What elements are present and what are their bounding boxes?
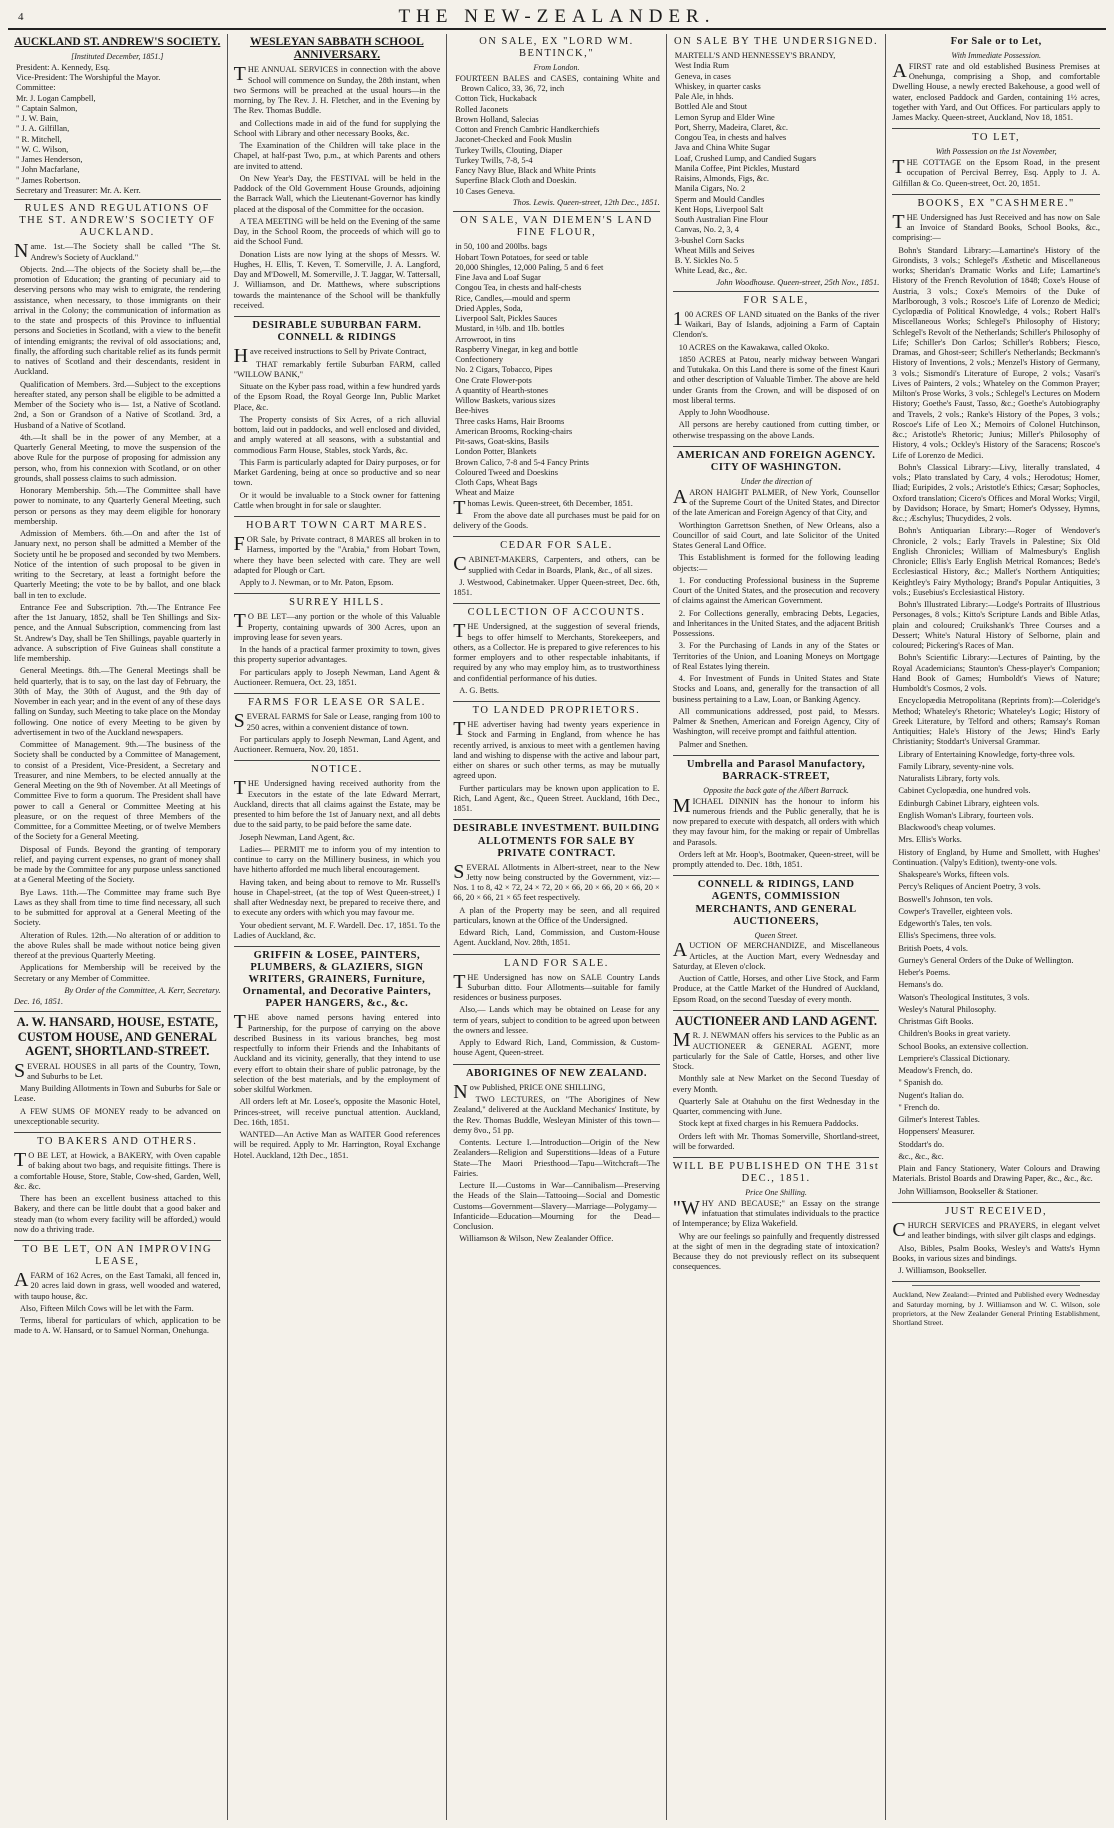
ad-paragraph: Apply to John Woodhouse. [678, 408, 770, 418]
ad-paragraph: Family Library, seventy-nine vols. [898, 761, 1014, 771]
ad-paragraph: 4th.—It shall be in the power of any Member, at a Quarterly General Meeting, to move the suspension of the above Rule for the purpose of proposing for admission any person, who, from his connexion with Scotland, or on other grounds, shall possess claims to such admission. [14, 432, 221, 483]
advertisement [673, 295, 880, 447]
ad-heading: DESIRABLE SUBURBAN FARM. CONNELL & RIDINGS [252, 320, 422, 344]
ad-paragraph: WANTED—An Active Man as WAITER Good references will be required. Apply to Mr. Harrington, Royal Exchange Hotel. Auckland, 12th Dec., 1851. [233, 1130, 441, 1160]
printer-imprint: Auckland, New Zealand:—Printed and Published every Wednesday and Saturday morning, by J. Williamson and W. C. Wilson, sole proprietors, at the New Zealander General Printing Establishment, Shortland Street. [892, 1290, 1100, 1327]
ad-paragraph: The Examination of the Children will take place in the Chapel, at half-past Two, p.m., at which Parents and others are invited to attend. [233, 141, 441, 171]
ad-paragraph: &c., &c., &c. [898, 1151, 944, 1161]
ad-line: Brown Calico, 7-8 and 5-4 Fancy Prints [455, 457, 589, 467]
ad-paragraph: Edgeworth's Tales, ten vols. [898, 919, 992, 929]
ad-line: Bee-hives [455, 406, 489, 416]
ad-heading: WILL BE PUBLISHED ON THE 31st DEC., 1851. [672, 1161, 880, 1185]
ad-paragraph: 3. For the Purchasing of Lands in any of the States or Territories of the Union, and Loaning Moneys on Mortgage of Real Estates lying therein. [672, 641, 880, 671]
advertisement [234, 950, 441, 1166]
ad-line: Committee: [16, 83, 56, 93]
ad-line: Rolled Jaconets [455, 104, 508, 114]
ad-line: Fine Java and Loaf Sugar [455, 273, 541, 282]
ad-paragraph: Lempriere's Classical Dictionary. [898, 1053, 1010, 1063]
ad-heading: For Sale or to Let, [950, 36, 1042, 47]
ad-paragraph: All orders left at Mr. Losee's, opposite the Masonic Hotel, Princes-street, will receive punctual attention. Auckland, Dec. 16th, 1851. [233, 1097, 441, 1127]
ad-paragraph: MR. J. NEWMAN offers his services to the Public as an AUCTIONEER & GENERAL AGENT, more particularly for the Sale of Cattle, Horses, and other live Stock. [672, 1029, 880, 1071]
ad-paragraph: Naturalists Library, forty vols. [898, 774, 1000, 784]
ad-paragraph: Stock kept at fixed charges in his Remuera Paddocks. [678, 1119, 859, 1129]
ad-paragraph: Gilmer's Interest Tables. [898, 1115, 980, 1125]
ad-line: White Lead, &c., &c. [674, 266, 748, 276]
ad-paragraph: Williamson & Wilson, New Zealander Office. [459, 1234, 614, 1244]
ad-subheading: With Possession on the 1st November, [935, 147, 1057, 157]
ad-line: Mustard, in ½lb. and 1lb. bottles [455, 324, 565, 334]
advertisement [453, 705, 660, 820]
ad-heading: DESIRABLE INVESTMENT. BUILDING ALLOTMENTS FOR SALE BY PRIVATE CONTRACT. [453, 823, 660, 859]
ad-paragraph: Meadow's French, do. [898, 1066, 973, 1076]
ad-paragraph: Having taken, and being about to remove to Mr. Russell's house in Chapel-street, (at the top of West Queen-street,) I shall after Wednesday next, be prepared to receive there, and to execute any orders with which you may favour me. [233, 877, 441, 918]
ad-paragraph: Name. 1st.—The Society shall be called "The St. Andrew's Society of Auckland." [14, 240, 221, 263]
ad-paragraph: " French do. [898, 1102, 940, 1112]
ad-paragraph: THE COTTAGE on the Epsom Road, in the present occupation of Percival Berrey, Esq. Apply to J. A. Gilfillan & Co. Queen-street, Oct. 20, 1851. [892, 156, 1100, 188]
ad-paragraph: Percy's Reliques of Ancient Poetry, 3 vols. [898, 882, 1041, 892]
ad-line: Three casks Hams, Hair Brooms [455, 416, 565, 426]
ad-line: President: A. Kennedy, Esq. [16, 62, 110, 72]
ad-line: " James Henderson, [16, 155, 83, 165]
ad-heading: ON SALE, VAN DIEMEN'S LAND FINE FLOUR, [460, 215, 653, 239]
ad-paragraph: This Establishment is formed for the following leading objects:— [672, 553, 880, 573]
ad-line: MARTELL'S AND HENNESSEY'S BRANDY, [674, 51, 836, 61]
ad-paragraph: AFARM of 162 Acres, on the East Tamaki, all fenced in, 20 acres laid down in grass, well wooded and watered, with taupo house, &c. [14, 1269, 221, 1301]
ad-heading: ABORIGINES OF NEW ZEALAND. [465, 1067, 647, 1079]
ad-paragraph: Monthly sale at New Market on the Second Tuesday of every Month. [672, 1074, 880, 1094]
ad-paragraph: School Books, an extensive collection. [898, 1041, 1029, 1051]
ad-line: Whiskey, in quarter casks [674, 81, 761, 91]
ad-subheading: From London. [533, 63, 580, 73]
ad-line: Pale Ale, in hhds. [674, 92, 734, 102]
ad-paragraph: SEVERAL Allotments in Albert-street, near to the New Jetty now being constructed by the Government, viz:— Nos. 1 to 8, 42 × 72, 24 × 72, 20 × 66, 20 × 66, 20 × 66, 20 × 66, 20 × 66, 21 × 65 feet respectively. [453, 860, 660, 903]
ad-line: Bottled Ale and Stout [674, 102, 748, 112]
ad-paragraph: Orders left at Mr. Hoop's, Bootmaker, Queen-street, will be promptly attended to. Dec. 18th, 1851. [672, 849, 880, 870]
ad-line: " J. A. Gilfillan, [16, 124, 70, 134]
ad-paragraph: THE Undersigned has Just Received and has now on Sale an Invoice of Standard Books, School Books, &c., comprising:— [892, 210, 1100, 243]
column-3 [447, 34, 667, 1820]
ad-subheading: Under the direction of [740, 477, 812, 486]
ad-line: Secretary and Treasurer: Mr. A. Kerr. [16, 185, 141, 195]
ad-paragraph: Apply to J. Newman, or to Mr. Paton, Epsom. [239, 578, 394, 588]
ad-paragraph: " Spanish do. [898, 1078, 943, 1088]
ad-paragraph: British Poets, 4 vols. [898, 943, 968, 953]
ad-paragraph: Many Building Allotments in Town and Suburbs for Sale or Lease. [14, 1084, 221, 1104]
column-1 [8, 34, 228, 1820]
ad-line: in 50, 100 and 200lbs. bags [455, 242, 548, 252]
ad-line: West India Rum [674, 61, 730, 71]
ad-heading: BOOKS, EX "CASHMERE." [917, 197, 1075, 209]
ad-paragraph: English Woman's Library, fourteen vols. [898, 810, 1034, 820]
ad-paragraph: All communications addressed, post paid, to Messrs. Palmer & Snethen, American and Foreign Agency, City of Washington, will receive prompt and faithful attention. [672, 706, 880, 737]
ad-paragraph: 1850 ACRES at Patou, nearly midway between Wangari and Tutukaka. On this Land there is some of the finest Kauri and other description of Valuable Timber. The above are held under Grants from the Crown, and will be disposed of on most liberal terms. [672, 354, 880, 405]
ad-paragraph: Hoppensers' Measurer. [898, 1127, 975, 1137]
ad-paragraph: Lecture II.—Customs in War—Cannibalism—Preserving the Heads of the Slain—Tattooing—Social and Domestic Customs—Government—Slavery—Marriage—Polygamy—Infanticide—Education—Mourning for the Dead—Conclusion. [453, 1181, 660, 1231]
ad-paragraph: 1. For conducting Professional business in the Supreme Court of the United States, and the prosecution and recovery of claims against the American Government. [672, 575, 880, 606]
ad-paragraph: John Williamson, Bookseller & Stationer. [898, 1186, 1038, 1196]
ad-line: A quantity of Hearth-stones [455, 385, 548, 395]
ad-paragraph: Auction of Cattle, Horses, and other Live Stock, and Farm Produce, at the Cattle Market of the Hundred of Auckland, Epsom Road, on the second Tuesday of every month. [672, 974, 880, 1004]
ad-heading: LAND FOR SALE. [504, 957, 609, 969]
ad-line: London Potter, Blankets [455, 447, 537, 457]
ad-heading: JUST RECEIVED, [945, 1205, 1048, 1217]
advertisement [453, 540, 660, 604]
ad-paragraph: THE Undersigned, at the suggestion of several friends, begs to offer himself to Merchants, Storekeepers, and others, as a Collector. He is prepared to give references to his former employers and to other respectable inhabitants, if required by any who may employ him, as to trustworthiness and confidential performance of his duties. [453, 620, 660, 683]
ad-paragraph: Ellis's Specimens, three vols. [898, 931, 996, 941]
ad-paragraph: THE ANNUAL SERVICES in connection with the above School will commence on Sunday, the 28th instant, when two Sermons will be preached at the usual hours—in the morning, by The Rev. J. H. Fletcher, and in the Evening by The Rev. Thomas Buddle. [233, 63, 441, 116]
ad-heading: GRIFFIN & LOSEE, PAINTERS, PLUMBERS, & GLAZIERS, SIGN WRITERS, GRAINERS, Furniture, Ornamental, and Decorative Painters, PAPER HANGERS, &c., &c. [242, 950, 432, 1010]
ad-paragraph: Boswell's Johnson, ten vols. [898, 894, 993, 904]
advertisement [234, 764, 441, 947]
column-4 [667, 34, 887, 1820]
ad-paragraph: AFIRST rate and old established Business Premises at Onehunga, comprising a Shop, and comfortable Dwelling House, a newly erected Bakehouse, a good well of water, enclosed Paddock and Garden, containing 1½ acres, together with Yard, and Out Offices. For particulars apply to James Macky. Queen-street, Auckland, Nov 18, 1851. [892, 59, 1100, 123]
ad-paragraph: MICHAEL DINNIN has the honour to inform his numerous friends and the Public generally, that he is now prepared to execute with despatch, all orders with which they may favour him, for the making or repair of Umbrellas and Parasols. [672, 794, 880, 847]
advertisement [453, 607, 660, 702]
ad-paragraph: Bohn's Illustrated Library:—Lodge's Portraits of Illustrious Personages, 8 vols.; Kitto's Scripture Lands and Bible Atlas, plain and coloured; Cruikshank's Three Courses and a Dessert; White's Natural History of Selborne, plain and coloured; Pickering's Races of Man. [892, 600, 1100, 651]
ad-signature: Thos. Lewis. Queen-street, 12th Dec., 1851. [512, 197, 660, 207]
ad-line: Dried Apples, Soda, [455, 303, 523, 313]
ad-paragraph: SEVERAL FARMS for Sale or Lease, ranging from 100 to 250 acres, within a convenient distance of town. [233, 710, 441, 733]
ad-line: Congou Tea, in chests and halves [674, 133, 787, 143]
ad-paragraph: Heber's Poems. [898, 968, 951, 978]
ad-line: " R. Mitchell, [16, 134, 62, 144]
ad-paragraph: Cowper's Traveller, eighteen vols. [898, 906, 1013, 916]
ad-paragraph: Terms, liberal for particulars of which, application to be made to A. W. Hansard, or to Samuel Norman, Onehunga. [14, 1316, 221, 1336]
columns-container [8, 34, 1106, 1820]
advertisement [892, 132, 1100, 195]
ad-paragraph: Admission of Members. 6th.—On and after the 1st of January next, no person shall be admitted a Member of the Society until he be proposed and seconded by two Members. Notice of the intention of such proposal to be given in writing to the Secretary, at least a fortnight before the Quarterly Meeting; the vote to be by ballot, and one black ball in ten to exclude. [14, 529, 221, 600]
advertisement [453, 215, 660, 537]
ad-paragraph: Your obedient servant, M. F. Wardell. Dec. 17, 1851. To the Ladies of Auckland, &c. [233, 920, 441, 940]
ad-paragraph: Disposal of Funds. Beyond the granting of temporary relief, and paying current expenses, no grant of money shall be made by the Committee for any purpose unless sanctioned at a General Meeting of the Society. [14, 844, 221, 885]
ad-paragraph: Cabinet Cyclopædia, one hundred vols. [898, 786, 1031, 796]
ad-paragraph: Why are our feelings so painfully and frequently distressed at the sight of men in the degrading state of intoxication? Because they do not previously reflect on its subsequent consequences. [672, 1231, 880, 1272]
ad-subheading: With Immediate Possession. [951, 51, 1041, 61]
ad-line: Willow Baskets, various sizes [455, 396, 556, 405]
ad-paragraph: Also,— Lands which may be obtained on Lease for any term of years, subject to condition to be agreed upon between the owners and lessee. [453, 1005, 660, 1035]
ad-paragraph: Or it would be invaluable to a Stock owner for fattening Cattle when brought in for sale or slaughter. [233, 490, 441, 510]
ad-heading: WESLEYAN SABBATH SCHOOL ANNIVERSARY. [249, 36, 424, 62]
advertisement [892, 36, 1100, 129]
ad-paragraph: In the hands of a practical farmer proximity to town, gives this property superior advantages. [233, 645, 441, 665]
ad-line: " James Robertson. [16, 175, 81, 185]
ad-line: Cotton and French Cambric Handkerchiefs [455, 125, 600, 135]
ad-line: Jaconet-Checked and Fook Muslin [455, 135, 572, 145]
advertisement [14, 1015, 221, 1133]
ad-paragraph: Blackwood's cheap volumes. [898, 823, 996, 833]
advertisement [234, 520, 441, 594]
ad-paragraph: 100 ACRES OF LAND situated on the Banks of the river Waikari, Bay of Islands, adjoining a Farm of Captain Clendon's. [672, 307, 880, 340]
ad-paragraph: 10 ACRES on the Kawakawa, called Okoko. [678, 342, 830, 352]
ad-line: " John Macfarlane, [16, 165, 80, 175]
ad-paragraph: Bye Laws. 11th.—The Committee may frame such Bye Laws as they shall from time to time find necessary, all such to be submitted for approval at a General Meeting of the Society. [14, 887, 221, 928]
ad-paragraph: A FEW SUMS OF MONEY ready to be advanced on unexceptionable security. [14, 1106, 221, 1126]
ad-line: Wheat Mills and Seives [674, 245, 755, 255]
ad-paragraph: Bohn's Antiquarian Library:—Roger of Wendover's Chronicle, 2 vols.; Early Travels in Palestine; Six Old English Chronicles; William of Malmesbury's English Chronicle; Ellis's Early English Metrical Romances; Bede's Ecclesiastical History, &c.; Mallet's Northern Antiquities; Keightley's Fairy Mythology; Brand's Popular Antiquities, 3 vols.; Eusebius's Ecclesiastical History. [892, 526, 1100, 597]
ad-paragraph: For particulars apply to Joseph Newman, Land Agent & Auctioneer. Remuera, Oct. 23, 1851. [233, 667, 441, 687]
ad-paragraph: Watson's Theological Institutes, 3 vols. [898, 992, 1030, 1002]
ad-paragraph: Wesley's Natural Philosophy. [898, 1004, 997, 1014]
ad-paragraph: FOR Sale, by Private contract, 8 MARES all broken in to Harness, imported by the "Arabia," from Hobart Town, where they have been selected with care. They are well adapted for Plough or Cart. [233, 533, 441, 575]
ad-paragraph: TO BE LET—any portion or the whole of this Valuable Property, containing upwards of 300 Acres, upon an improving lease for seven years. [233, 610, 441, 642]
ad-paragraph: J. Westwood, Cabinetmaker. Upper Queen-street, Dec. 6th, 1851. [453, 577, 660, 598]
ad-paragraph: and Collections made in aid of the fund for supplying the School with Library and other necessary Books, &c. [233, 118, 441, 138]
ad-line: Brown Holland, Salecias [455, 114, 539, 124]
ad-paragraph: SEVERAL HOUSES in all parts of the Country, Town, and Suburbs to be Let. [14, 1059, 221, 1082]
ad-paragraph: Mrs. Ellis's Works. [898, 835, 962, 845]
advertisement [234, 597, 441, 694]
column-5 [886, 34, 1106, 1820]
advertisement [673, 1014, 880, 1158]
ad-paragraph: Palmer and Snethen. [678, 739, 748, 749]
ad-date: Dec. 16, 1851. [14, 997, 64, 1007]
ad-paragraph: Committee of Management. 9th.—The business of the Society shall be conducted by a Committee of Management, to consist of a President, Vice-President, a Secretary and Treasurer, and nine Members, to be elected annually at the General Meeting on the 9th of November. At all Meetings of Committee Five to form a quorum. The President shall have power to call a General or Committee Meeting at his pleasure, or on the request of three Members of the Committee, for a Committee Meeting, or of twelve Members of the Society for a General Meeting. [14, 740, 221, 842]
advertisement [14, 203, 221, 1012]
ad-paragraph: Gurney's General Orders of the Duke of Wellington. [898, 955, 1074, 965]
divider [912, 1285, 1080, 1286]
advertisement [234, 36, 441, 317]
ad-paragraph: General Meetings. 8th.—The General Meetings shall be held quarterly, that is to say, on the last day of February, the 30th of May, the 30th of August, and the 9th day of November in each year; and in the event of any of these days falling on Sunday, such Meeting to take place on the Monday following. One notice of every Meeting to be given by advertisement in two of the Auckland newspapers. [14, 666, 221, 737]
ad-line: South Australian Fine Flour [674, 215, 769, 225]
ad-line: Geneva, in cases [674, 71, 731, 81]
ad-paragraph: Stoddart's do. [898, 1139, 945, 1149]
advertisement [892, 198, 1100, 1203]
ad-paragraph: Apply to Edward Rich, Land, Commission, & Custom-house Agent, Queen-street. [453, 1038, 660, 1058]
ad-line: Canvas, No. 2, 3, 4 [674, 225, 739, 235]
advertisement [234, 697, 441, 761]
ad-paragraph: A. G. Betts. [459, 685, 499, 695]
masthead [8, 6, 1106, 30]
ad-paragraph: On New Year's Day, the FESTIVAL will be held in the Paddock of the Old Government House Grounds, adjoining the Barrack Wall, which the Lieutenant-Governor has kindly placed at the disposal of the Committee for the occasion. [233, 173, 441, 214]
ad-paragraph: Children's Books in great variety. [898, 1029, 1011, 1039]
ad-paragraph: THE advertiser having had twenty years experience in Stock and Farming in England, from whence he has recently arrived, is anxious to meet with a gentlemen having land and wishing to dispense with the active and labour part, either on shares or such other terms, as may be mutually agreed upon. [453, 718, 660, 781]
ad-line: Cotton Tick, Huckaback [455, 94, 537, 104]
ad-paragraph: Christmas Gift Books. [898, 1017, 974, 1027]
ad-paragraph: Joseph Newman, Land Agent, &c. [239, 832, 355, 842]
ad-line: Coloured Tweed and Doeskins [455, 467, 558, 477]
ad-paragraph: 2. For Collections generally, embracing Debts, Legacies, and Inheritances in the United States, and the adjacent British Possessions. [672, 608, 880, 638]
ad-subheading: [Instituted December, 1851.] [71, 52, 164, 62]
ad-line: American Brooms, Rocking-chairs [455, 426, 573, 436]
ad-heading: Umbrella and Parasol Manufactory, BARRACK-STREET, [686, 758, 866, 782]
advertisement [673, 36, 880, 292]
advertisement [453, 1068, 660, 1250]
ad-line: Manila Cigars, No. 2 [674, 184, 746, 194]
ad-paragraph: Nugent's Italian do. [898, 1090, 964, 1100]
ad-paragraph: Thomas Lewis. Queen-street, 6th December, 1851. [453, 496, 633, 519]
ad-heading: RULES AND REGULATIONS OF THE ST. ANDREW'S SOCIETY OF AUCKLAND. [19, 203, 216, 239]
ad-paragraph: Also, Bibles, Psalm Books, Wesley's and Watts's Hymn Books, in various sizes and bindings. [892, 1243, 1100, 1263]
ad-signature: John Woodhouse. Queen-street, 25th Nov., 1851. [716, 277, 880, 287]
ad-paragraph: J. Williamson, Bookseller. [898, 1266, 987, 1275]
ad-paragraph: Library of Entertaining Knowledge, forty-three vols. [898, 749, 1075, 759]
ad-line: Arrowroot, in tins [455, 334, 516, 344]
ad-line: Cloth Caps, Wheat Bags [455, 478, 538, 487]
ad-line: Fancy Navy Blue, Black and White Prints [455, 166, 596, 176]
advertisement [673, 1161, 880, 1278]
advertisement [673, 450, 880, 756]
ad-paragraph: Edinburgh Cabinet Library, eighteen vols. [898, 798, 1040, 808]
ad-subheading: Opposite the back gate of the Albert Barrack. [703, 785, 849, 795]
newspaper-title: THE NEW-ZEALANDER. [398, 6, 716, 27]
ad-line: Loaf, Crushed Lump, and Candied Sugars [674, 153, 816, 163]
ad-paragraph: A TEA MEETING will be held on the Evening of the same Day, in the School Room, the proceeds of which will go to aid the School Fund. [233, 216, 441, 247]
ad-paragraph: Have received instructions to Sell by Private Contract, [233, 345, 427, 368]
ad-line: Superfine Black Cloth and Doeskin. [455, 176, 577, 186]
ad-heading: CEDAR FOR SALE. [500, 540, 613, 552]
ad-paragraph: For particulars apply to Joseph Newman, Land Agent, and Auctioneer. Remuera, Nov. 20, 1851. [233, 734, 441, 754]
ad-heading: TO BE LET, ON AN IMPROVING LEASE, [22, 1244, 213, 1268]
ad-paragraph: Now Published, PRICE ONE SHILLING, [453, 1080, 606, 1103]
advertisement [14, 1136, 221, 1241]
ad-line: Sperm and Mould Candles [674, 194, 765, 204]
advertisement [453, 958, 660, 1065]
ad-line: One Crate Flower-pots [455, 375, 532, 385]
ad-paragraph: AARON HAIGHT PALMER, of New York, Counsellor of the Supreme Court of the United States, and Director of the late American and Foreign Agency of that City, and [672, 485, 880, 518]
ad-line: Kent Hops, Liverpool Salt [674, 204, 764, 214]
ad-line: Lemon Syrup and Elder Wine [674, 112, 775, 122]
ad-heading: CONNELL & RIDINGS, LAND AGENTS, COMMISSION MERCHANTS, AND GENERAL AUCTIONEERS, [695, 879, 857, 927]
ad-heading: FOR SALE, [743, 294, 809, 306]
ad-line: Hobart Town Potatoes, for seed or table [455, 252, 589, 262]
ad-heading: ON SALE, EX "LORD WM. BENTINCK," [479, 36, 634, 60]
ad-paragraph: The Property consists of Six Acres, of a rich alluvial bottom, laid out in paddocks, and well enclosed and divided, and amply watered at all seasons, with a substantial and commodious Farm House, Stables, stock Yards, &c. [233, 414, 441, 455]
ad-paragraph: Bohn's Scientific Library:—Lectures of Painting, by the Royal Academicians; Staunton's Chess-player's Companion; Hand Book of Games; Humboldt's Views of Nature; Humboldt's Cosmos, 2 vols. [892, 653, 1100, 694]
ad-paragraph: 4. For Investment of Funds in United States and State Stocks and Loans, and, generally for the transaction of all business pertaining to a Law, Loan, or Banking Agency. [672, 674, 880, 704]
ad-line: Pit-saws, Goat-skins, Basils [455, 437, 549, 446]
ad-paragraph: THE Undersigned has now on SALE Country Lands Suburban ditto. Four Allotments—suitable for family residences or business purposes. [453, 970, 660, 1003]
ad-paragraph: Applications for Membership will be received by the Secretary or any Member of Committee. [14, 963, 221, 983]
ad-paragraph: Honorary Membership. 5th.—The Committee shall have power to nominate, to any Quarterly General Meeting, such person or persons as they may deem eligible for honorary membership. [14, 486, 221, 526]
ad-heading: AMERICAN AND FOREIGN AGENCY. CITY OF WASHINGTON. [676, 449, 876, 473]
ad-line: Liverpool Salt, Pickles Sauces [455, 314, 558, 323]
ad-line: Mr. J. Logan Campbell, [16, 93, 96, 103]
advertisement [453, 823, 660, 954]
ad-line: Congou Tea, in chests and half-chests [455, 283, 582, 293]
advertisement [453, 36, 660, 212]
ad-paragraph: Donation Lists are now lying at the shops of Messrs. W. Hughes, H. Ellis, T. Keven, T. Somerville, J. A. Langford, Day and M'Dowell, M. Somerville, J. T. Jaggar, W. Tattersall, J. Williamson, and Dr. Matthews, where subscriptions towards the maintenance of the School will be thankfully received. [233, 249, 441, 310]
ad-line: Turkey Twills, 7-8, 5-4 [455, 155, 533, 165]
ad-line: " W. C. Wilson, [16, 144, 69, 154]
ad-paragraph: Qualification of Members. 3rd.—Subject to the exceptions hereafter stated, any person shall be eligible to be admitted a Member of the Society who is— 1st, a Native of Scotland. 2nd, a Son or Grandson of a Native of Scotland. 3rd, a Husband of a Native of Scotland. [14, 379, 221, 430]
advertisement [673, 879, 880, 1011]
ad-heading: TO BAKERS AND OTHERS. [37, 1136, 198, 1148]
ad-paragraph: TWO LECTURES, on "The Aborigines of New Zealand," delivered at the Auckland Mechanics' Institute, by the Rev. Thomas Buddle, Wesleyan Minister of this town—demy 8vo., 51 pp. [453, 1095, 660, 1135]
ad-heading: FARMS FOR LEASE OR SALE. [247, 697, 426, 709]
advertisement [14, 1244, 221, 1342]
ad-paragraph: Entrance Fee and Subscription. 7th.—The Entrance Fee after the 1st January, 1852, shall be Ten Shillings and Six-pence, and the Annual Subscription, commencing from last St. Andrew's Day, shall be Ten Shillings, payable quarterly in advance. A subscription of Five Guineas shall constitute a life membership. [14, 602, 221, 664]
advertisement [14, 36, 221, 200]
advertisement [234, 320, 441, 517]
ad-heading: ON SALE BY THE UNDERSIGNED. [674, 36, 879, 47]
ad-line: Java and China White Sugar [674, 143, 770, 153]
ad-signature: By Order of the Committee, A. Kerr, Secretary. [64, 985, 221, 995]
ad-line: 3-bushel Corn Sacks [674, 235, 745, 245]
ad-line: Rice, Candles,—mould and sperm [455, 293, 571, 303]
ad-paragraph: This Farm is particularly adapted for Dairy purposes, or for Market Gardening, being at once so productive and so near town. [233, 457, 441, 488]
column-2 [228, 34, 448, 1820]
ad-paragraph: THE Undersigned having received authority from the Executors in the estate of the late Edward Merrart, Auckland, directs that all claims against the Estate, may be presented to him before the 1st of January next, and all debts due to the said party, to be paid before the same date. [233, 777, 441, 830]
ad-paragraph: THE above named persons having entered into Partnership, for the purpose of carrying on the above described Business in its various branches, beg most respectfully to inform their Friends and the Inhabitants of Auckland and its vicinity, generally, that they intend to use every effort to obtain their share of public patronage, by the selection of the best materials, and by the employment of sober skilful Workmen. [233, 1011, 441, 1095]
ad-line: Turkey Twills, Clouting, Diaper [455, 145, 563, 155]
ad-paragraph: Situate on the Kyber pass road, within a few hundred yards of the Epsom Road, the Royal George Inn, Public Market Place, &c. [233, 382, 441, 412]
ad-heading: TO LET, [972, 132, 1021, 144]
ad-paragraph: Edward Rich, Land, Commission, and Custom-House Agent. Auckland, Nov. 28th, 1851. [453, 928, 660, 948]
ad-heading: SURREY HILLS. [289, 597, 385, 609]
ad-paragraph: Alteration of Rules. 12th.—No alteration of or addition to the above Rules shall be made without notice being given thereof at the previous Quarterly Meeting. [14, 930, 221, 961]
advertisement [673, 759, 880, 877]
ad-line: No. 2 Cigars, Tobacco, Pipes [455, 365, 553, 375]
ad-heading: AUCTIONEER AND LAND AGENT. [675, 1013, 878, 1028]
ad-paragraph: TO BE LET, at Howick, a BAKERY, with Oven capable of baking about two bags, and requisite fittings. There is a comfortable House, Store, Stable, Cow-shed, Garden, Well, &c. &c. [14, 1149, 221, 1191]
ad-paragraph: THAT remarkably fertile Suburban FARM, called "WILLOW BANK," [233, 359, 441, 379]
ad-line: Vice-President: The Worshipful the Mayor. [16, 73, 161, 83]
ad-subheading: Price One Shilling. [745, 1188, 807, 1198]
ad-heading: COLLECTION OF ACCOUNTS. [467, 607, 646, 619]
ad-heading: NOTICE. [311, 764, 363, 776]
ad-line: Wheat and Maize [455, 488, 515, 498]
ad-line: FOURTEEN BALES and CASES, containing White and Brown Calico, 33, 36, 72, inch [455, 73, 660, 94]
ad-paragraph: Bohn's Classical Library:—Livy, literally translated, 4 vols.; Plato translated by Cary, 4 vols.; Herodotus; Homer, Iliad; Euripides, 2 vols.; Aristotle's Ethics; Cæsar; Sophocles, Oxford translation; Cicero's Offices and Moral Works; Virgil, by Davidson; Horace, by Smart; Homer's Odyssey, Hymns, &c.; Æschylus; Thucydides, 2 vols. [892, 462, 1100, 524]
ad-paragraph: Objects. 2nd.—The objects of the Society shall be,—the promotion of Education; the granting of pecuniary aid to deserving persons who may wish to emigrate, the rendering assistance, when necessary, to those immigrants on their arrival in the Colony; the communication of information as to the state and prospects of this Province to influential persons and Societies in Scotland, with a view to the benefit of intending emigrants; the revival of old associations; and, finally, the affording such charitable relief as its funds permit to natives of Scotland and their descendants, resident in Auckland. [14, 264, 221, 377]
ad-heading: A. W. HANSARD, HOUSE, ESTATE, CUSTOM HOUSE, AND GENERAL AGENT, SHORTLAND-STREET. [16, 1015, 218, 1059]
ad-paragraph: From the above date all purchases must be paid for on delivery of the Goods. [453, 510, 660, 530]
ad-paragraph: Further particulars may be known upon application to E. Rich, Land Agent, &c., Queen Street. Auckland, 16th Dec., 1851. [453, 783, 660, 814]
ad-line: Confectionery [455, 355, 504, 364]
ad-paragraph: All persons are hereby cautioned from cutting timber, or otherwise trespassing on the above Lands. [672, 420, 880, 440]
ad-paragraph: Plain and Fancy Stationery, Water Colours and Drawing Materials. Bristol Boards and Drawing Paper, &c., &c., &c. [892, 1164, 1100, 1184]
ad-line: Raisins, Almonds, Figs, &c. [674, 174, 770, 184]
page-number: 4 [18, 11, 24, 23]
ad-paragraph: AUCTION OF MERCHANDIZE, and Miscellaneous Articles, at the Auction Mart, every Wednesday and Saturday, at Eleven o'clock. [672, 939, 880, 971]
ad-paragraph: Orders left with Mr. Thomas Somerville, Shortland-street, will be forwarded. [672, 1131, 880, 1151]
ad-line: 20,000 Shingles, 12,000 Paling, 5 and 6 feet [455, 262, 604, 272]
ad-paragraph: Also, Fifteen Milch Cows will be let with the Farm. [20, 1303, 194, 1313]
ad-heading: HOBART TOWN CART MARES. [245, 520, 428, 532]
ad-paragraph: Quarterly Sale at Otahuhu on the first Wednesday in the Quarter, commencing with June. [672, 1096, 880, 1116]
ad-line: " J. W. Bain, [16, 114, 59, 124]
ad-paragraph: "WHY AND BECAUSE;" an Essay on the strange infatuation that stimulates individuals to the practice of Intemperance; by Eliza Wakefield. [672, 1196, 880, 1229]
ad-line: 10 Cases Geneva. [455, 186, 515, 196]
ad-paragraph: History of England, by Hume and Smollett, with Hughes' Continuation. (Valpy's Edition), twenty-one vols. [892, 847, 1100, 867]
ad-paragraph: Bohn's Standard Library:—Lamartine's History of the Girondists, 3 vols.; Schlegel's Æsthetic and Miscellaneous works; Sheridan's Dramatic Works and Life; Lamartine's History of the French Revolution of 1848; Coxe's House of Austria, 3 vols.; Coxe's Memoirs of the Duke of Marlborough, 3 vols.; Roscoe's Life of Lorenzo de Medici; Cyclopædia of Political Knowledge, 4 vols.; Robert Hall's Miscellaneous Works; Schlegel's Philosophy of History; Schlegel's Revolt of the Netherlands; Schiller's Philosophy of Life; Schiller's Don Carlos; Schiller's Robbers; Fiesco, Dramas, and Ghost-seer; Schiller's Netherlands; Beckmann's History of Inventions, 2 vols.; Menzel's History of Germany, 3 vols.; Sismondi's Literature of Europe, 2 vols.; Vasari's Lives of Painters, 2 vols.; Whateley on the Common Prayer; Milton's Prose Works, 3 vols.; Schlegel's Lectures on Modern History; Goethe's Faust, Tasso, &c.; Goethe's Autobiography and Travels, 2 vols.; Ranke's History of the Popes, 3 vols.; Roscoe's Life of Leo X.; Memoirs of Colonel Hutchinson, &c.; Aristotle's Rhetoric; Junius; Miller's Philosophy of History, 4 vols.; Ockley's History of the Saracens; Roscoe's Life of Lorenzo de Medici. [892, 245, 1100, 460]
ad-line: Raspberry Vinegar, in keg and bottle [455, 344, 578, 354]
ad-subheading: Queen Street. [754, 930, 798, 940]
ad-paragraph: There has been an excellent business attached to this Bakery, and there can be little doubt that a good baker and steady man (to whom every facility will be afforded,) would now do a thriving trade. [14, 1194, 221, 1234]
ad-paragraph: Worthington Garrettson Snethen, of New Orleans, also a Councillor of said Court, and late Solicitor of the United States General Land Office. [672, 520, 880, 550]
ad-line: " Captain Salmon, [16, 103, 78, 113]
ad-paragraph: CHURCH SERVICES and PRAYERS, in elegant velvet and leather bindings, with silver gilt clasps and edgings. [892, 1219, 1100, 1241]
ad-line: Manila Coffee, Pint Pickles, Mustard [674, 163, 800, 173]
advertisement [892, 1206, 1100, 1282]
ad-paragraph: Contents. Lecture I.—Introduction—Origin of the New Zealanders—Religion and Superstitions—Ideas of a Future State—The Maori Priesthood—Tapu—Witchcraft—The Fairies. [453, 1138, 660, 1178]
ad-paragraph: A plan of the Property may be seen, and all required particulars, known at the Office of the Undersigned. [453, 905, 660, 925]
ad-paragraph: CABINET-MAKERS, Carpenters, and others, can be supplied with Cedar in Boards, Plank, &c., of all sizes. [453, 553, 660, 576]
ad-heading: TO LANDED PROPRIETORS. [472, 705, 641, 717]
ad-heading: AUCKLAND ST. ANDREW'S SOCIETY. [14, 36, 221, 48]
ad-paragraph: Shakspeare's Works, fifteen vols. [898, 870, 1010, 880]
ad-paragraph: Hemans's do. [898, 980, 944, 990]
ad-line: Port, Sherry, Madeira, Claret, &c. [674, 122, 788, 132]
ad-line: B. Y. Sickles No. 5 [674, 256, 739, 266]
ad-paragraph: Ladies— PERMIT me to inform you of my intention to continue to carry on the Millinery business, in which you have hitherto afforded me much liberal encouragement. [233, 844, 441, 875]
ad-paragraph: Encyclopædia Metropolitana (Reprints from):—Coleridge's Method; Whateley's Rhetoric; Whateley's Logic; History of Greek Literature, by Telford and others; Ramsay's Roman Antiquities; Hale's History of the Jews; Hind's Early Christianity; Stoddart's Universal Grammar. [892, 696, 1100, 747]
